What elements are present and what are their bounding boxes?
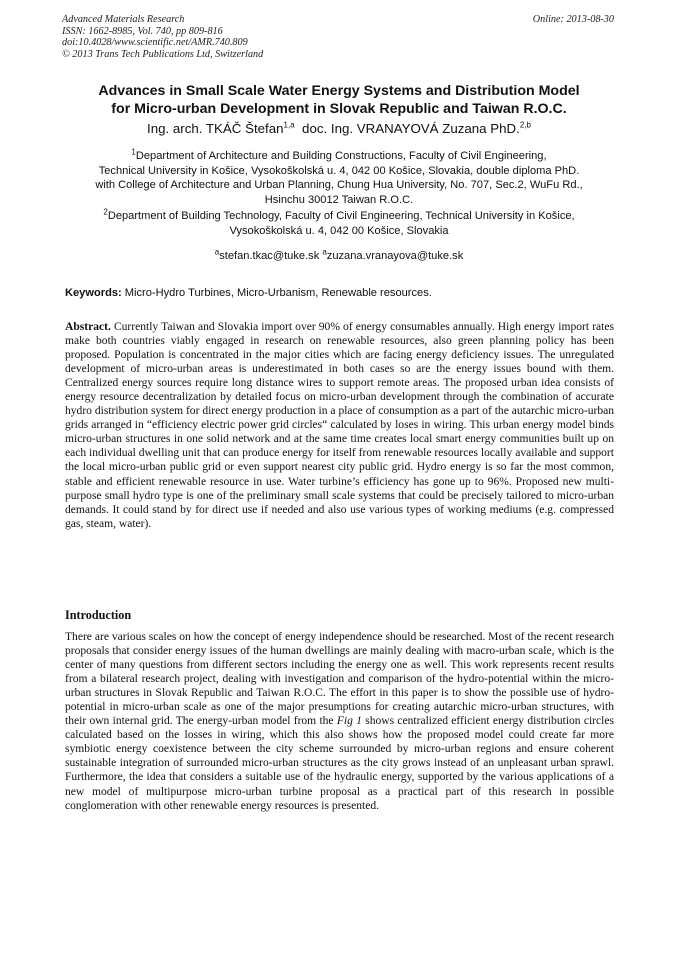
title-line-2: for Micro-urban Development in Slovak Republic and Taiwan R.O.C. xyxy=(111,100,567,117)
figure-reference[interactable]: Fig 1 xyxy=(336,715,362,728)
email-1[interactable]: stefan.tkac@tuke.sk xyxy=(219,250,320,262)
author-2: doc. Ing. VRANAYOVÁ Zuzana PhD. xyxy=(302,121,520,136)
journal-doi: doi:10.4028/www.scientific.net/AMR.740.809 xyxy=(62,37,248,49)
author-list xyxy=(40,121,638,137)
author-1: Ing. arch. TKÁČ Štefan xyxy=(147,121,284,136)
journal-copyright: © 2013 Trans Tech Publications Ltd, Switzerland xyxy=(62,48,264,60)
paper-title xyxy=(40,83,638,118)
introduction-paragraph xyxy=(65,630,614,813)
abstract xyxy=(65,320,614,531)
author-2-affiliation-marker: 2,b xyxy=(519,120,531,130)
affiliation-2-marker: 2 xyxy=(103,207,108,217)
keywords-text: Micro-Hydro Turbines, Micro-Urbanism, Renewable resources. xyxy=(121,287,432,299)
title-line-1: Advances in Small Scale Water Energy Systems and Distribution Model xyxy=(98,83,580,99)
abstract-text: Currently Taiwan and Slovakia import over 90% of energy consumables annually. High energy import rates make both countries viably engaged in research on renewable resources, also green planning policy has been proposed. Population is concentrated in the major cities which are facing energy deficiency issues. The unregulated development of micro-urban areas is underestimated in both cases so are the energy issues bound with them. Centralized energy sources require long distance wires to support remote areas. The proposed urban idea consists of energy resource decentralization by detailed focus on micro-urban development through the combination of accurate hydro distribution system for direct energy production in a place of consumption as a part of the autarchic micro-urban grids arranged in “efficiency electric power grid circles“ calculated by loses in wiring. This urban energy model binds micro-urban structures in one solid network and at the same time creates local smart energy communities built up on each individual dwelling unit that can produce energy for itself from renewable resources locally available and support the local micro-urban public grid or even support nearest city public grid. Hydro energy is so far the most common, stable and efficient renewable resource in use. Water turbine’s efficiency has gone up to 96%. Proposed new multi-purpose small hydro type is one of the preliminary small scale systems that could be precisely tailored to micro-urban demands. It could stand by for direct use if needed and also use various types of working mediums (e.g. compressed gas, steam, water). xyxy=(65,321,614,530)
keywords xyxy=(65,286,615,300)
affiliation-1-marker: 1 xyxy=(131,147,136,157)
affiliation-1-line-1: Department of Architecture and Building Constructions, Faculty of Civil Engineering, xyxy=(135,150,547,162)
email-2[interactable]: zuzana.vranayova@tuke.sk xyxy=(326,250,464,262)
journal-header xyxy=(62,14,263,60)
email-1-marker: a xyxy=(214,247,220,257)
affiliation-2-line-2: Vysokoškolská u. 4, 042 00 Košice, Slovakia xyxy=(229,224,449,237)
affiliation-1 xyxy=(40,149,638,207)
email-2-marker: a xyxy=(322,247,327,257)
keywords-label: Keywords: xyxy=(65,287,122,299)
affiliation-1-line-3: with College of Architecture and Urban Planning, Chung Hua University, No. 707, Sec.2, WuFu Rd., xyxy=(95,179,583,192)
author-1-affiliation-marker: 1,a xyxy=(283,120,295,130)
introduction-text-part-1: There are various scales on how the concept of energy independence should be researched. Most of the recent research proposals that consider energy issues of the human dwellings are mainly dealing with macro-urban scale, which is the center of many questions from different sectors including the energy one as well. This work represents recent results from a bilateral research project, dealing with investigation and comparison of the hydro-potential within the micro-urban structures in Slovak Republic and Taiwan R.O.C. The effort in this paper is to show the possible use of hydro-potential in micro-urban scale as one of the major presumptions for creating autarchic micro-urban structures, with their own internal grid. The energy-urban model from the xyxy=(65,631,614,728)
introduction-heading: Introduction xyxy=(65,608,132,622)
affiliation-1-line-4: Hsinchu 30012 Taiwan R.O.C. xyxy=(264,193,414,206)
journal-issn: ISSN: 1662-8985, Vol. 740, pp 809-816 xyxy=(62,25,223,37)
affiliation-2-line-1: Department of Building Technology, Faculty of Civil Engineering, Technical University in Košice, xyxy=(107,210,575,222)
abstract-label: Abstract. xyxy=(65,321,111,333)
introduction-text-part-2: shows centralized efficient energy distribution circles calculated based on the losses in wiring, which this also shows how the proposed model could create far more symbiotic energy coexistence between the city scheme surrounded by micro-urban regions and ensure coherent sustainable integration of surrounded micro-urban structures as the city grows instead of an unpleasant urban sprawl. Furthermore, the idea that considers a suitable use of the hydraulic energy, supported by the various applications of a new model of multipurpose micro-urban turbine proposal as a practical part of this research in possible conglomeration with other renewable energy resources is presented. xyxy=(65,715,614,812)
affiliation-2 xyxy=(40,209,638,238)
affiliation-1-line-2: Technical University in Košice, Vysokoškolská u. 4, 042 00 Košice, Slovakia, double diploma PhD. xyxy=(98,164,580,177)
author-emails xyxy=(40,249,638,263)
online-date: Online: 2013-08-30 xyxy=(532,14,614,25)
journal-name: Advanced Materials Research xyxy=(62,14,185,25)
